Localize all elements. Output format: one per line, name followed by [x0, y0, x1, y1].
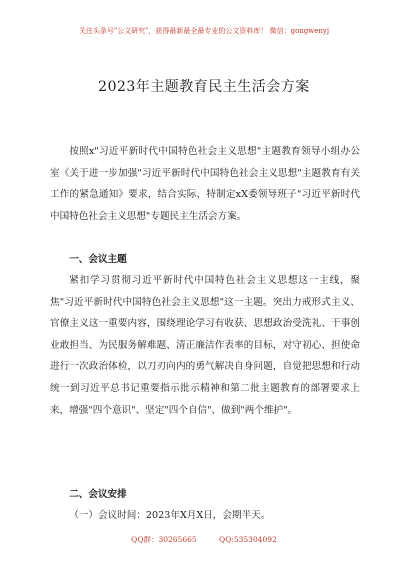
footer-contact — [0, 534, 408, 545]
document-title: 2023年主题教育民主生活会方案 — [98, 79, 310, 95]
footer-qq-number: QQ:535304092 — [219, 535, 277, 544]
intro-paragraph: 按照x"习近平新时代中国特色社会主义思想"主题教育领导小组办公室《关于进一步加强"习近平新时代中国特色社会主义思想"主题教育有关工作的紧急通知》要求，结合实际，特制定xX委领导班子"习近平新时代中国特色社会主义思想"专题民主生活会方案。 — [50, 146, 360, 222]
footer-qq-group: QQ群：30265665 — [131, 535, 197, 544]
meeting-time-item: （一）会议时间：2023年X月X日，会期半天。 — [69, 510, 271, 521]
meeting-theme-paragraph: 紧扣学习贯彻习近平新时代中国特色社会主义思想这一主线，聚焦"习近平新时代中国特色社会主义思想"这一主题。突出力戒形式主义、官僚主义这一重要内容，围绕理论学习有收获、思想政治受洗礼、干事创业敢担当、为民服务解难题、清正廉洁作表率的目标，对守初心、担使命进行一次政治体检，以刀刃向内的勇气解决自身问题，自觉把思想和行动统一到习近平总书记重要指示批示精神和第二批主题教育的部署要求上来，增强"四个意识"、坚定"四个自信"、做到"两个维护"。 — [50, 275, 360, 416]
section-heading-meeting-theme: 一、会议主题 — [69, 254, 127, 265]
header-banner: 关注头条号"公文研究"，获得最新最全最专业的公文资料库！ 微信：gongwenyj — [78, 27, 330, 35]
section-heading-meeting-arrangement: 二、会议安排 — [69, 489, 127, 500]
